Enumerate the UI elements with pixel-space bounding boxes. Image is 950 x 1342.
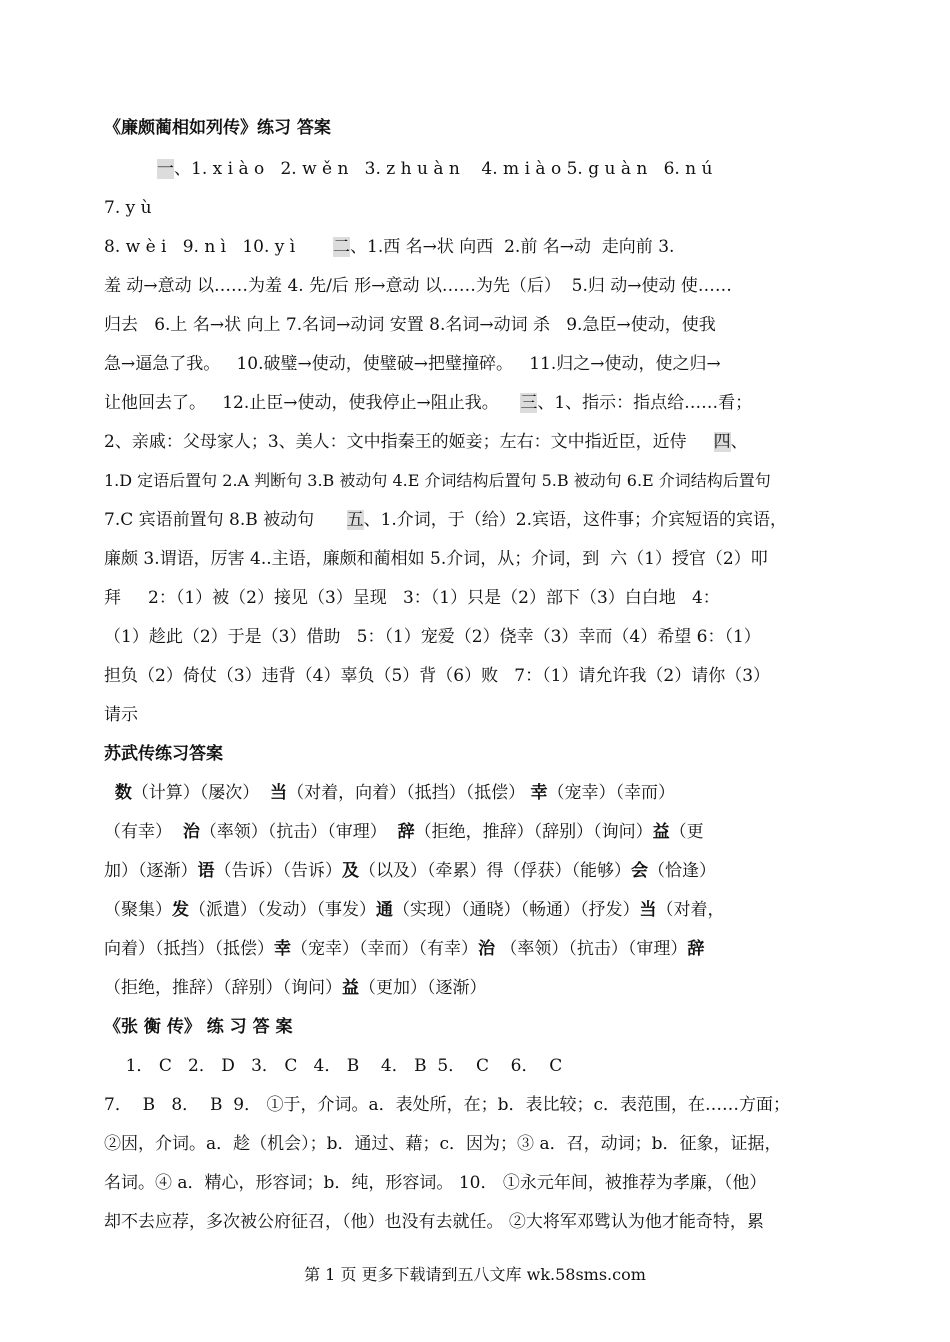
answer-line: 2、亲戚：父母家人；3、美人：文中指秦王的姬妾；左右：文中指近臣，近侍 四、 <box>104 432 748 452</box>
section-title-zhangheng: 《张 衡 传》 练 习 答 案 <box>104 1017 293 1037</box>
section-title-suwu: 苏武传练习答案 <box>104 744 223 764</box>
answer-line: 请示 <box>104 705 138 725</box>
keyword: 当 <box>639 900 657 920</box>
answer-line: 8. w è i 9. n ì 10. y ì 二、1.西 名→状 向西 2.前 名→动 走向前 3. <box>104 237 675 257</box>
answer-line: 归去 6.上 名→状 向上 7.名词→动词 安置 8.名词→动词 杀 9.急臣→使动，使我 <box>104 315 716 335</box>
answer-line: 7. y ù <box>104 198 152 218</box>
keyword: 数 <box>114 783 132 803</box>
answer-line: （1）趁此（2）于是（3）借助 5：（1）宠爱（2）侥幸（3）幸而（4）希望 6：（1） <box>104 627 761 647</box>
keyword: 幸 <box>530 783 548 803</box>
highlight-mark: 五 <box>346 510 364 530</box>
answer-line: 1． C 2． D 3． C 4． B 4． B 5． C 6． C <box>104 1056 563 1076</box>
keyword: 会 <box>631 861 648 881</box>
highlight-mark: 二 <box>333 237 351 257</box>
answer-line: 名词。④ a．精心，形容词；b．纯，形容词。 10． ①永元年间，被推荐为孝廉，（他） <box>104 1173 767 1193</box>
keyword: 当 <box>270 783 288 803</box>
keyword: 益 <box>342 978 359 998</box>
answer-line: 拜 2：（1）被（2）接见（3）呈现 3：（1）只是（2）部下（3）白白地 4： <box>104 588 720 608</box>
answer-line: 加）（逐渐）语（告诉）（告诉）及（以及）（牵累）得（俘获）（能够）会（恰逢） <box>104 861 716 881</box>
answer-line: 羞 动→意动 以……为羞 4. 先/后 形→意动 以……为先（后） 5.归 动→使动 使…… <box>104 276 732 296</box>
keyword: 益 <box>652 822 670 842</box>
answer-line: 廉颇 3.谓语，厉害 4..主语，廉颇和蔺相如 5.介词，从；介词，到 六（1）授官（2）叩 <box>104 549 768 569</box>
keyword: 幸 <box>274 939 291 959</box>
highlight-mark: 一 <box>157 159 174 179</box>
answer-line: （聚集）发（派遣）（发动）（事发）通（实现）（通晓）（畅通）（抒发）当（对着， <box>104 900 725 920</box>
answer-line: 一、1. x i à o 2. w ě n 3. z h u à n 4. m i à o 5. g u à n 6. n ú <box>157 159 713 179</box>
answer-line: 担负（2）倚仗（3）违背（4）辜负（5）背（6）败 7：（1）请允许我（2）请你（3） <box>104 666 771 686</box>
highlight-mark: 三 <box>520 393 538 413</box>
keyword: 发 <box>172 900 189 920</box>
answer-line: 却不去应荐，多次被公府征召，（他）也没有去就任。 ②大将军邓骘认为他才能奇特，累 <box>104 1212 764 1232</box>
answer-line: 1.D 定语后置句 2.A 判断句 3.B 被动句 4.E 介词结构后置句 5.B 被动句 6.E 介词结构后置句 <box>104 471 771 490</box>
keyword: 治 <box>478 939 495 959</box>
answer-line: 7.C 宾语前置句 8.B 被动句 五、1.介词，于（给）2.宾语，这件事；介宾短语的宾语， <box>104 510 788 530</box>
answer-line: 向着）（抵挡）（抵偿）幸（宠幸）（幸而）（有幸）治 （率领）（抗击）（审理）辞 <box>104 939 705 959</box>
keyword: 及 <box>342 861 359 881</box>
answer-line: ②因，介词。a．趁（机会）；b．通过、藉；c．因为；③ a．召，动词；b．征象，证据， <box>104 1134 782 1154</box>
keyword: 通 <box>376 900 393 920</box>
keyword: 治 <box>182 822 200 842</box>
answer-line: 数（计算）（屡次） 当（对着，向着）（抵挡）（抵偿） 幸（宠幸）（幸而） <box>114 783 676 803</box>
answer-line: （拒绝，推辞）（辞别）（询问）益（更加）（逐渐） <box>104 978 487 998</box>
answer-line: 7． B 8． B 9． ①于，介词。a．表处所，在；b．表比较；c．表范围，在……方面； <box>104 1095 791 1115</box>
highlight-mark: 四 <box>713 432 731 452</box>
page-footer: 第 1 页 更多下载请到五八文库 wk.58sms.com <box>304 1265 646 1284</box>
answer-line: （有幸） 治（率领）（抗击）（审理） 辞（拒绝，推辞）（辞别）（询问）益（更 <box>104 822 704 842</box>
keyword: 辞 <box>397 822 415 842</box>
answer-line: 让他回去了。 12.止臣→使动，使我停止→阻止我。 三、1、指示：指点给……看； <box>104 393 753 413</box>
keyword: 辞 <box>687 939 705 959</box>
section-title-lianpo: 《廉颇蔺相如列传》练习 答案 <box>104 118 331 138</box>
keyword: 语 <box>197 861 215 881</box>
answer-line: 急→逼急了我。 10.破璧→使动，使璧破→把璧撞碎。 11.归之→使动，使之归→ <box>104 354 721 374</box>
